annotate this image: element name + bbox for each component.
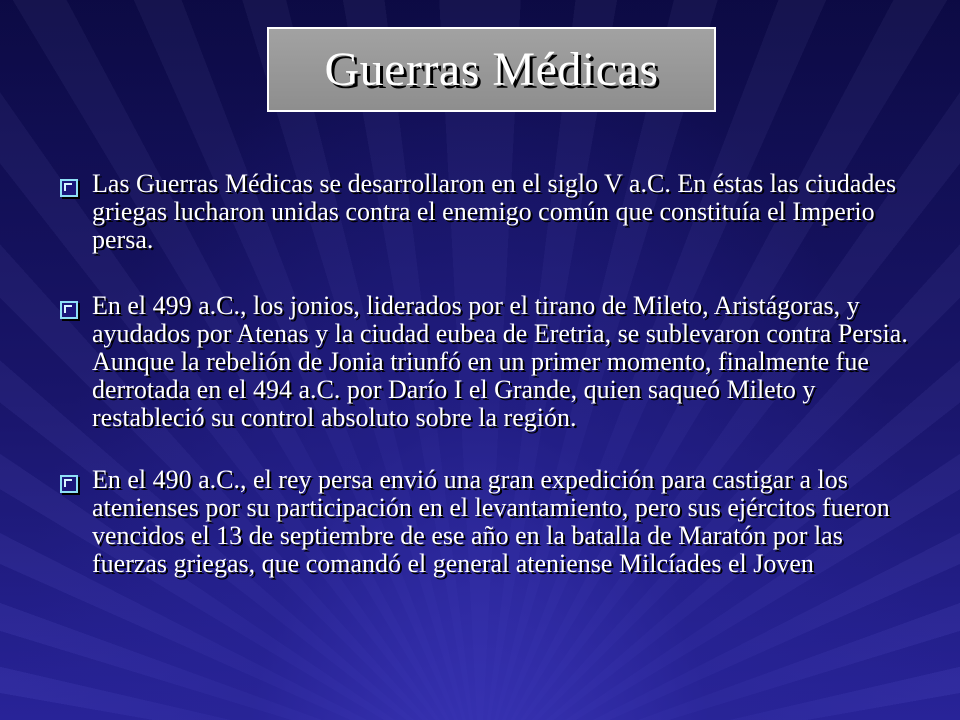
- bullet-text-3: En el 490 a.C., el rey persa envió una gran expedición para castigar a los atenienses por su participación en el levantamiento, pero sus ejércitos fueron vencidos el 13 de septiembre de ese año en la batalla de Maratón por las fuerzas griegas, que comandó el general ateniense Milcíades el Joven: [92, 465, 890, 578]
- slide-title: Guerras Médicas: [324, 43, 659, 96]
- checkbox-bullet-icon: [60, 179, 78, 197]
- bullet-item-2: [60, 292, 910, 432]
- bullet-text-1: Las Guerras Médicas se desarrollaron en el siglo V a.C. En éstas las ciudades griegas lucharon unidas contra el enemigo común que constituía el Imperio persa.: [92, 169, 897, 254]
- bullet-item-1: [60, 170, 910, 254]
- bullet-text-2: En el 499 a.C., los jonios, liderados por el tirano de Mileto, Aristágoras, y ayudados por Atenas y la ciudad eubea de Eretria, se sublevaron contra Persia. Aunque la rebelión de Jonia triunfó en un primer momento, finalmente fue derrotada en el 494 a.C. por Darío I el Grande, quien saqueó Mileto y restableció su control absoluto sobre la región.: [92, 291, 908, 432]
- checkbox-bullet-icon: [60, 475, 78, 493]
- bullet-list: [60, 170, 910, 578]
- bullet-item-3: [60, 466, 910, 578]
- checkbox-bullet-icon: [60, 301, 78, 319]
- slide-title-box: [267, 27, 716, 112]
